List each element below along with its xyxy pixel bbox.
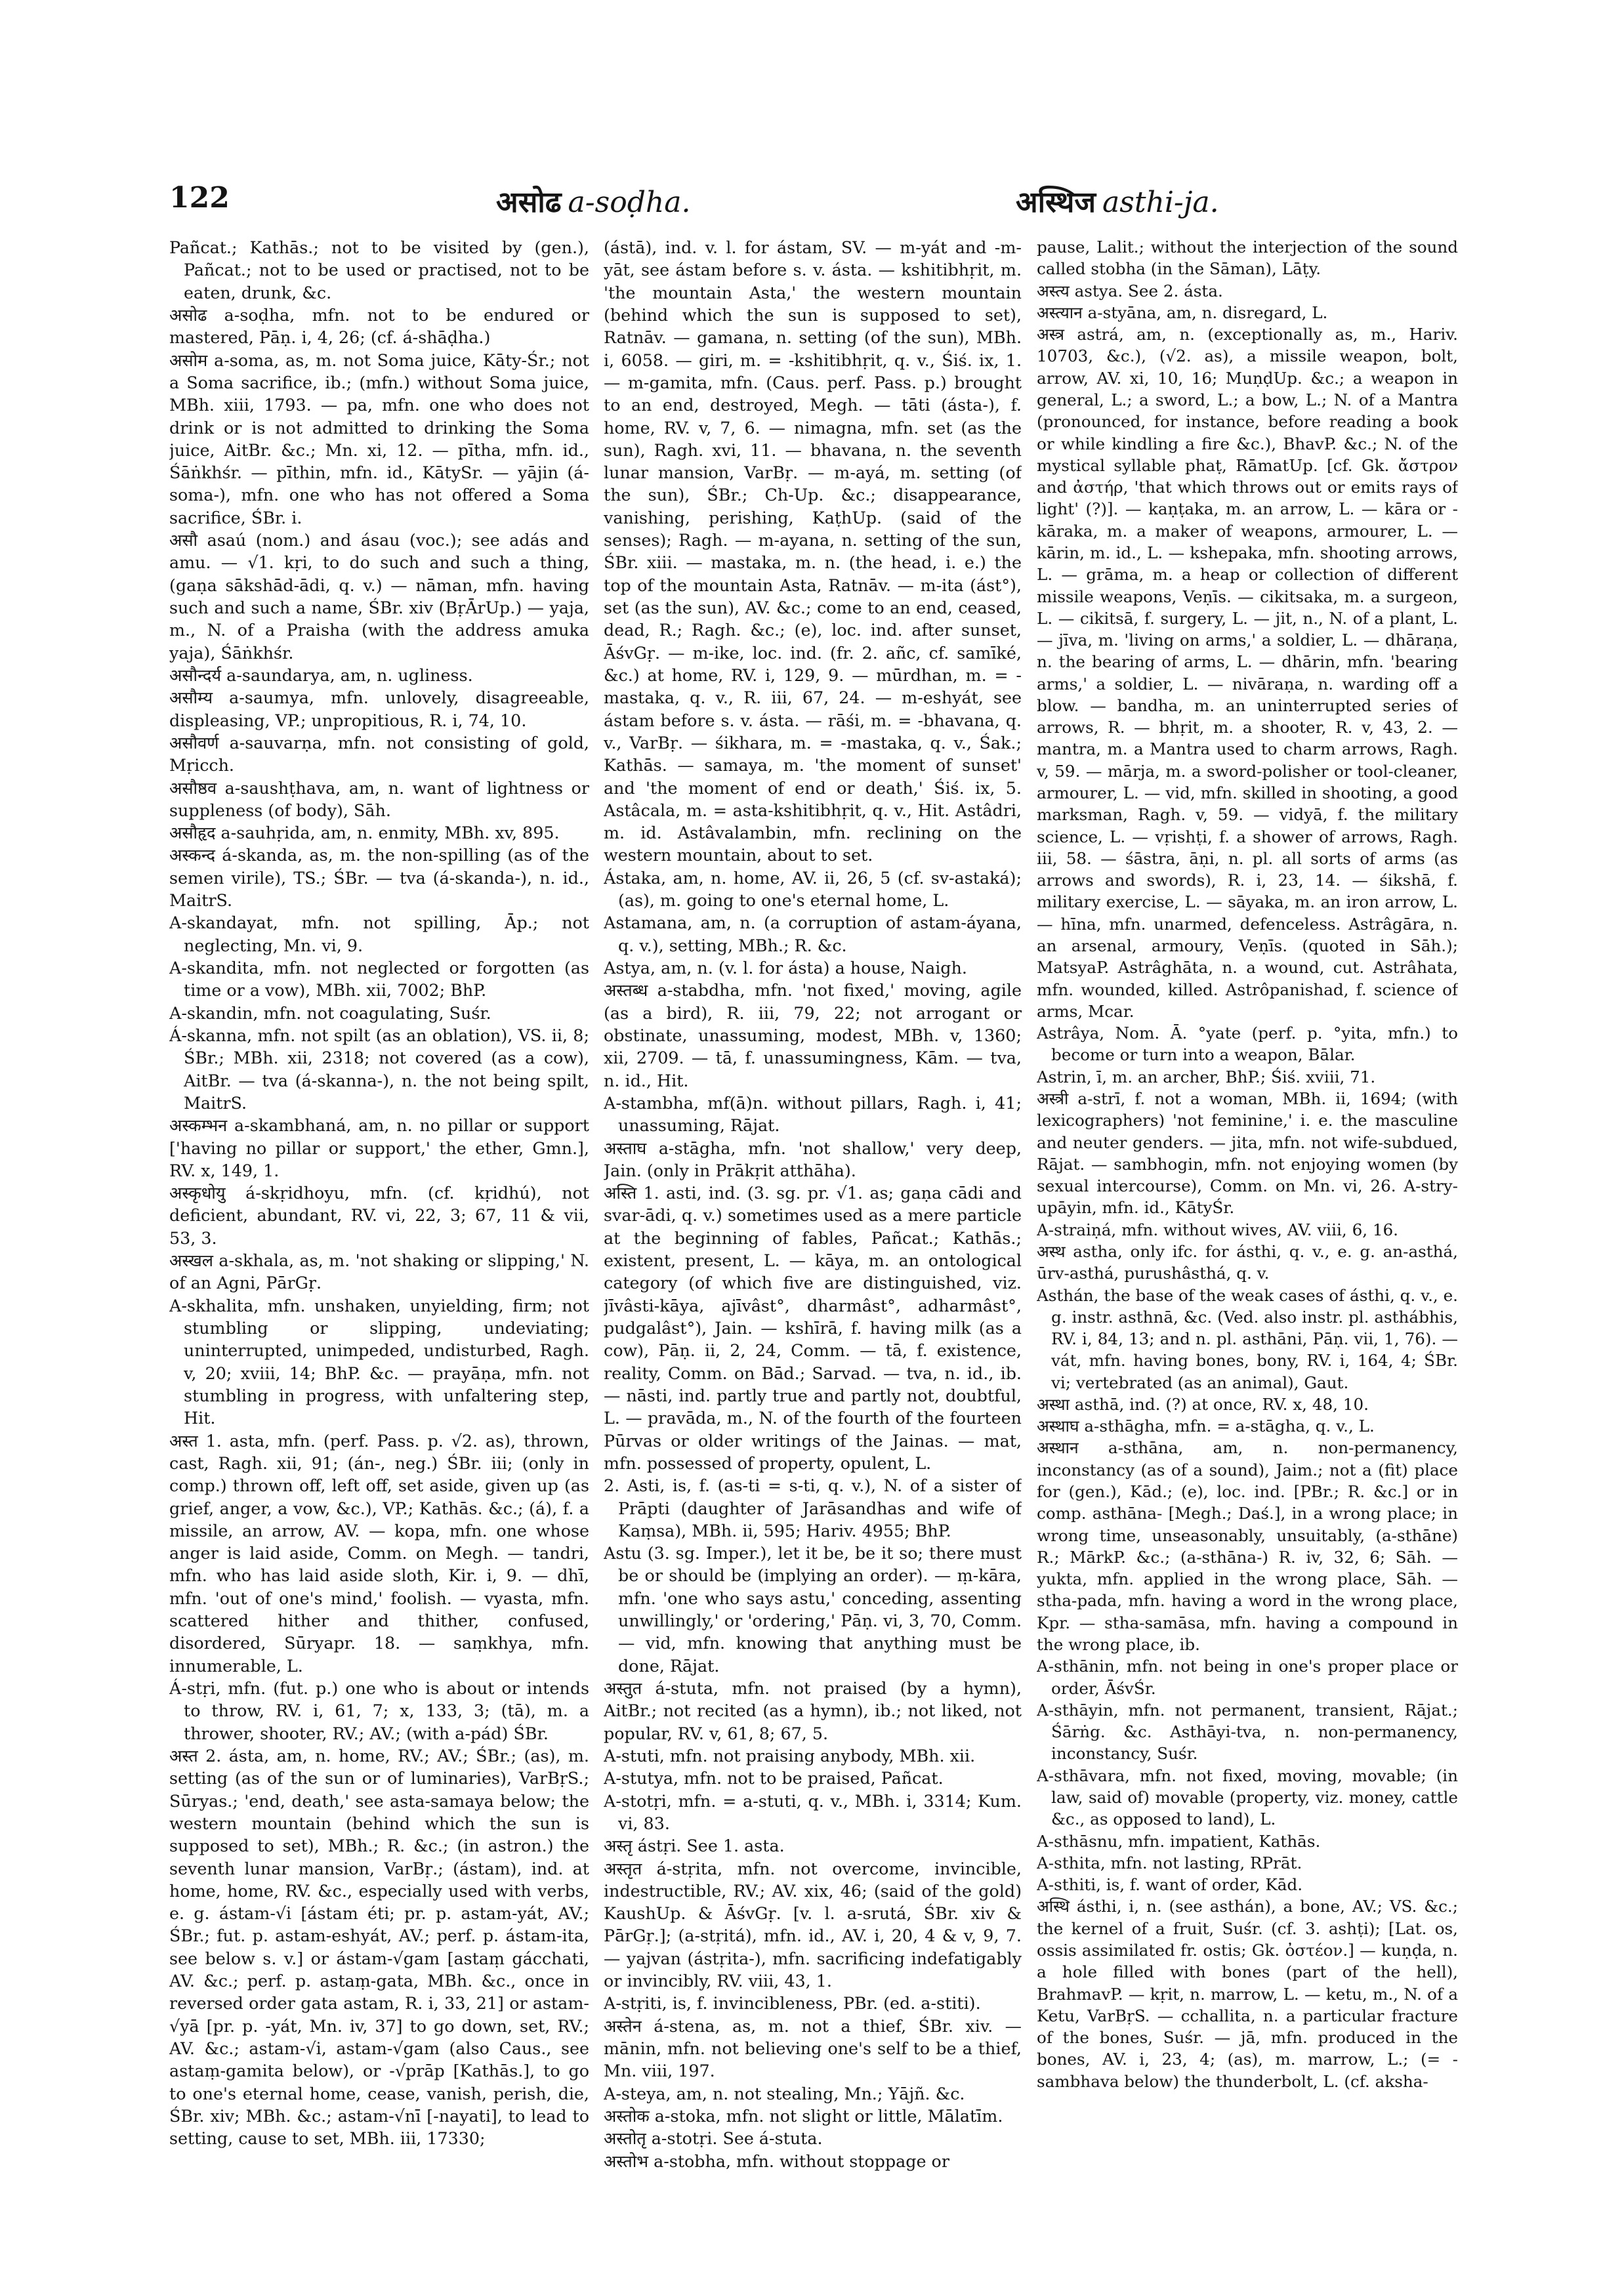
dictionary-entry: अस्तृत á-stṛita, mfn. not overcome, invincible, indestructible, RV.; AV. xix, 46; (said of the gold) KaushUp. & ĀśvGṛ. [v. l. a-srutá, ŚBr. xiv & PārGṛ.]; (a-stṛitá), mfn. id., AV. i, 20, 4 & v, 9, 7. — yajvan (ástṛita-), mfn. sacrificing indefatigably or invincibly, RV. viii, 43, 1.: [604, 1858, 1022, 1991]
dictionary-entry: A-stuti, mfn. not praising anybody, MBh. xii.: [604, 1745, 976, 1766]
dictionary-entry: A-skhalita, mfn. unshaken, unyielding, firm; not stumbling or slipping, undeviating; uninterrupted, unimpeded, undisturbed, Ragh. v, 20; xviii, 14; BhP. &c. — prayāṇa, mfn. not stumbling in progress, with unfaltering step, Hit.: [169, 1295, 589, 1428]
dictionary-entry: pause, Lalit.; without the interjection of the sound called stobha (in the Sāman), Lāṭy.: [1037, 238, 1458, 279]
dictionary-entry: अस्थि ásthi, i, n. (see asthán), a bone, AV.; VS. &c.; the kernel of a fruit, Suśr. (cf. 3. ashṭi); [Lat. os, ossis assimilated fr. ostis; Gk. ὀστέον.] — kuṇḍa, n. a hole filled with bones (part of the hell), BrahmavP. — kṛit, n. marrow, L. — ketu, m., N. of a Ketu, VarBṛS. — cchallita, n. a particular fracture of the bones, Suśr. — jā, mfn. produced in the bones, AV. i, 23, 4; (as), m. marrow, L.; (= -sambhava below) the thunderbolt, L. (cf. aksha-: [1037, 1897, 1458, 2091]
dictionary-entry: A-stotṛi, mfn. = a-stuti, q. v., MBh. i, 3314; Kum. vi, 83.: [604, 1790, 1022, 1833]
running-head-right-headword: asthi-ja.: [1102, 186, 1219, 219]
dictionary-entry: अस्कृधोयु á-skṛidhoyu, mfn. (cf. kṛidhú), not deficient, abundant, RV. vi, 22, 3; 67, 11 & vii, 53, 3.: [169, 1183, 589, 1248]
dictionary-entry: अस्त्यान a-styāna, am, n. disregard, L.: [1037, 302, 1328, 322]
running-head-left: [496, 181, 690, 220]
dictionary-entry: अस्तब्ध a-stabdha, mfn. 'not fixed,' moving, agile (as a bird), R. iii, 79, 22; not arrogant or obstinate, unassuming, modest, MBh. v, 1360; xii, 2709. — tā, f. unassumingness, Kām. — tva, n. id., Hit.: [604, 980, 1022, 1090]
dictionary-entry: अस्ताघ a-stāgha, mfn. 'not shallow,' very deep, Jain. (only in Prākṛit atthāha).: [604, 1138, 1022, 1180]
dictionary-entry: A-skandita, mfn. not neglected or forgotten (as time or a vow), MBh. xii, 7002; BhP.: [169, 958, 589, 1001]
dictionary-entry: अस्त्र astrá, am, n. (exceptionally as, m., Hariv. 10703, &c.), (√2. as), a missile weapon, bolt, arrow, AV. xi, 10, 16; MuṇḍUp. &c.; a weapon in general, L.; a sword, L.; a bow, L.; N. of a Mantra (pronounced, for instance, before reading a book or while kindling a fire &c.), BhavP. &c.; N. of the mystical syllable phaṭ, RāmatUp. [cf. Gk. ἄστρον and ἀστήρ, 'that which throws out or emits rays of light' (?)]. — kaṇṭaka, m. an arrow, L. — kāra or -kāraka, m. a maker of weapons, armourer, L. — kārin, m. id., L. — kshepaka, mfn. shooting arrows, L. — grāma, m. a heap or collection of different missile weapons, Veṇīs. — cikitsaka, m. a surgeon, L. — cikitsā, f. surgery, L. — jit, n., N. of a plant, L. — jīva, m. 'living on arms,' a soldier, L. — dhāraṇa, n. the bearing of arms, L. — dhārin, mfn. 'bearing arms,' a soldier, L. — nivāraṇa, n. warding off a blow. — bandha, m. an uninterrupted series of arrows, R. — bhṛit, m. a shooter, R. v, 43, 2. — mantra, m. a Mantra used to charm arrows, Ragh. v, 59. — mārja, m. a sword-polisher or tool-cleaner, armourer, L. — vid, mfn. skilled in shooting, a good marksman, Ragh. v, 59. — vidyā, f. the military science, L. — vṛishṭi, f. a shower of arrows, Ragh. iii, 58. — śāstra, āṇi, n. pl. all sorts of arms (as arrows and swords), R. i, 23, 14. — śikshā, f. military exercise, L. — sāyaka, m. an iron arrow, L. — hīna, mfn. unarmed, defenceless. Astrâgāra, n. an arsenal, armoury, Veṇīs. (quoted in Sāh.); MatsyaP. Astrâghāta, n. a wound, cut. Astrâhata, mfn. wounded, killed. Astrôpanishad, f. science of arms, Mcar.: [1037, 325, 1458, 1021]
dictionary-entry: Astamana, am, n. (a corruption of astam-áyana, q. v.), setting, MBh.; R. &c.: [604, 913, 1022, 955]
dictionary-entry: A-skandin, mfn. not coagulating, Suśr.: [169, 1003, 491, 1023]
dictionary-entry: A-stṛiti, is, f. invincibleness, PBr. (ed. a-stiti).: [604, 1993, 981, 2014]
page-number: 122: [169, 181, 230, 215]
running-head-right: [1016, 181, 1219, 220]
dictionary-entry: अस्खल a-skhala, as, m. 'not shaking or slipping,' N. of an Agni, PārGṛ.: [169, 1251, 589, 1293]
running-head-left-devanagari: असोढ: [496, 186, 562, 219]
running-head-right-devanagari: अस्थिज: [1016, 186, 1096, 219]
dictionary-entry: A-sthita, mfn. not lasting, RPrāt.: [1037, 1853, 1302, 1872]
dictionary-entry: अस्कम्भन a-skambhaná, am, n. no pillar or support ['having no pillar or support,' the ether, Gmn.], RV. x, 149, 1.: [169, 1115, 589, 1180]
dictionary-entry: असौष्ठव a-saushṭhava, am, n. want of lightness or suppleness (of body), Sāh.: [169, 777, 589, 820]
dictionary-entry: अस्कन्द á-skanda, as, m. the non-spilling (as of the semen virile), TS.; ŚBr. — tva (á-skanda-), n. id., MaitrS.: [169, 845, 589, 911]
dictionary-entry: अस्थाघ a-sthāgha, mfn. = a-stāgha, q. v., L.: [1037, 1416, 1375, 1436]
dictionary-entry: Ástaka, am, n. home, AV. ii, 26, 5 (cf. sv-astaká); (as), m. going to one's eternal home, L.: [604, 867, 1022, 911]
dictionary-entry: असौहृद a-sauhṛida, am, n. enmity, MBh. xv, 895.: [169, 823, 560, 843]
dictionary-entry: Asthán, the base of the weak cases of ásthi, q. v., e. g. instr. asthnā, &c. (Ved. also instr. pl. asthábhis, RV. i, 84, 13; and n. pl. asthāni, Pāṇ. vii, 1, 76). — vát, mfn. having bones, bony, RV. i, 164, 4; ŚBr. vi; vertebrated (as an animal), Gaut.: [1037, 1285, 1458, 1392]
dictionary-entry: A-steya, am, n. not stealing, Mn.; Yājñ. &c.: [604, 2083, 965, 2103]
dictionary-entry: Astu (3. sg. Imper.), let it be, be it so; there must be or should be (implying an order). — ṃ-kāra, mfn. 'one who says astu,' conceding, assenting unwillingly,' or 'ordering,' Pāṇ. vi, 3, 70, Comm. — vid, mfn. knowing that anything must be done, Rājat.: [604, 1543, 1022, 1676]
running-head-left-headword: a-soḍha.: [568, 186, 691, 219]
dictionary-entry: Astrâya, Nom. Ā. °yate (perf. p. °yita, mfn.) to become or turn into a weapon, Bālar.: [1037, 1023, 1458, 1065]
dictionary-entry: अस्थ astha, only ifc. for ásthi, q. v., e. g. an-asthá, ūrv-asthá, purushâsthá, q. v.: [1037, 1241, 1458, 1283]
dictionary-entry: असोढ a-soḍha, mfn. not to be endured or mastered, Pāṇ. i, 4, 26; (cf. á-shāḍha.): [169, 304, 589, 348]
dictionary-entry: अस्तोक a-stoka, mfn. not slight or little, Mālatīm.: [604, 2105, 1003, 2126]
dictionary-entry: A-sthiti, is, f. want of order, Kād.: [1037, 1875, 1303, 1895]
dictionary-entry: A-straiṇá, mfn. without wives, AV. viii, 6, 16.: [1037, 1220, 1399, 1239]
text-columns: [169, 236, 1459, 2191]
dictionary-entry: अस्तेन á-stena, as, m. not a thief, ŚBr. xiv. — mānin, mfn. not believing one's self to be a thief, Mn. viii, 197.: [604, 2016, 1022, 2081]
dictionary-entry: A-stutya, mfn. not to be praised, Pañcat.: [604, 1768, 944, 1788]
dictionary-entry: A-sthāsnu, mfn. impatient, Kathās.: [1037, 1831, 1321, 1851]
dictionary-entry: A-sthānin, mfn. not being in one's proper place or order, ĀśvŚr.: [1037, 1657, 1458, 1698]
dictionary-entry: असौम्य a-saumya, mfn. unlovely, disagreeable, displeasing, VP.; unpropitious, R. i, 74, 10.: [169, 688, 589, 730]
column-left: [169, 236, 589, 2191]
dictionary-entry: (ástā), ind. v. l. for ástam, SV. — m-yát and -m-yāt, see ástam before s. v. ásta. — kshitibhṛit, m. 'the mountain Asta,' the western mountain (behind which the sun is supposed to set), Ratnāv. — gamana, n. setting (of the sun), MBh. i, 6058. — giri, m. = -kshitibhṛit, q. v., Śiś. ix, 1. — m-gamita, mfn. (Caus. perf. Pass. p.) brought to an end, destroyed, Megh. — tāti (ásta-), f. home, RV. v, 7, 6. — nimagna, mfn. set (as the sun), Ragh. xvi, 11. — bhavana, n. the seventh lunar mansion, VarBṛ. — m-ayá, m. setting (of the sun), ŚBr.; Ch-Up. &c.; disappearance, vanishing, perishing, KaṭhUp. (said of the senses); Ragh. — m-ayana, n. setting of the sun, ŚBr. xiii. — mastaka, m. n. (the head, i. e.) the top of the mountain Asta, Ratnāv. — m-ita (ást°), set (as the sun), AV. &c.; come to an end, ceased, dead, R.; Ragh. &c.; (e), loc. ind. after sunset, ĀśvGṛ. — m-ike, loc. ind. (fr. 2. añc, cf. samīké, &c.) at home, RV. i, 129, 9. — mūrdhan, m. = -mastaka, q. v., R. iii, 67, 24. — m-eshyát, see ástam before s. v. ásta. — rāśi, m. = -bhavana, q. v., VarBṛ. — śikhara, m. = -mastaka, q. v., Śak.; Kathās. — samaya, m. 'the moment of sunset' and 'the moment of end or death,' Śiś. ix, 5. Astâcala, m. = asta-kshitibhṛit, q. v., Hit. Astâdri, m. id. Astâvalambin, mfn. reclining on the western mountain, about to set.: [604, 238, 1022, 865]
dictionary-entry: A-skandayat, mfn. not spilling, Āp.; not neglecting, Mn. vi, 9.: [169, 913, 589, 955]
dictionary-entry: अस्तुत á-stuta, mfn. not praised (by a hymn), AitBr.; not recited (as a hymn), ib.; not liked, not popular, RV. v, 61, 8; 67, 5.: [604, 1678, 1022, 1743]
dictionary-entry: अस्तोभ a-stobha, mfn. without stoppage or: [604, 2151, 949, 2171]
dictionary-entry: अस्था asthā, ind. (?) at once, RV. x, 48, 10.: [1037, 1394, 1369, 1414]
column-middle: [604, 236, 1022, 2191]
dictionary-entry: Á-skanna, mfn. not spilt (as an oblation), VS. ii, 8; ŚBr.; MBh. xii, 2318; not covered (as a cow), AitBr. — tva (á-skanna-), n. the not being spilt, MaitrS.: [169, 1025, 589, 1113]
dictionary-entry: Astya, am, n. (v. l. for ásta) a house, Naigh.: [604, 958, 967, 978]
dictionary-entry: अस्तृ ástṛi. See 1. asta.: [604, 1836, 785, 1856]
dictionary-entry: A-stambha, mf(ā)n. without pillars, Ragh. i, 41; unassuming, Rājat.: [604, 1092, 1022, 1136]
dictionary-entry: Astrin, ī, m. an archer, BhP.; Śiś. xviii, 71.: [1037, 1067, 1376, 1086]
dictionary-entry: Á-stṛi, mfn. (fut. p.) one who is about or intends to throw, RV. i, 61, 7; x, 133, 3; (tā), m. a thrower, shooter, RV.; AV.; (with a-pád) ŚBr.: [169, 1678, 589, 1743]
dictionary-entry: असौ asaú (nom.) and ásau (voc.); see adás and amu. — √1. kṛi, to do such and such a thing, (gaṇa sākshād-ādi, q. v.) — nāman, mfn. having such and such a name, ŚBr. xiv (BṛĀrUp.) — yaja, m., N. of a Praisha (with the address amuka yaja), Śāṅkhśr.: [169, 530, 589, 663]
dictionary-entry: अस्त्य astya. See 2. ásta.: [1037, 281, 1223, 300]
dictionary-entry: A-sthāvara, mfn. not fixed, moving, movable; (in law, said of) movable (property, viz. money, cattle &c., as opposed to land), L.: [1037, 1766, 1458, 1829]
dictionary-entry: Pañcat.; Kathās.; not to be visited by (gen.), Pañcat.; not to be used or practised, not to be eaten, drunk, &c.: [169, 238, 589, 302]
dictionary-entry: अस्थान a-sthāna, am, n. non-permanency, inconstancy (as of a sound), Jaim.; not a (fit) place for (gen.), Kād.; (e), loc. ind. [PBr.; R. &c.] or in comp. asthāna- [Megh.; Daś.], in a wrong place; in wrong time, unseasonably, unsuitably, (a-sthāne) R.; MārkP. &c.; (a-sthāna-) R. iv, 32, 6; Sāh. — yukta, mfn. applied in the wrong place, Sāh. — stha-pada, mfn. having a word in the wrong place, Kpr. — stha-samāsa, mfn. having a compound in the wrong place, ib.: [1037, 1438, 1458, 1654]
dictionary-entry: असौन्दर्य a-saundarya, am, n. ugliness.: [169, 665, 473, 685]
dictionary-entry: अस्त्री a-strī, f. not a woman, MBh. ii, 1694; (with lexicographers) 'not feminine,' i. e. the masculine and neuter genders. — jita, mfn. not wife-subdued, Rājat. — sambhogin, mfn. not enjoying women (by sexual intercourse), Comm. on Mn. vi, 26. A-stry-upāyin, mfn. id., KātyŚr.: [1037, 1088, 1458, 1218]
dictionary-entry: असोम a-soma, as, m. not Soma juice, Kāty-Śr.; not a Soma sacrifice, ib.; (mfn.) without Soma juice, MBh. xiii, 1793. — pa, mfn. one who does not drink or is not admitted to drinking the Soma juice, AitBr. &c.; Mn. xi, 12. — pītha, mfn. id., Śāṅkhśr. — pīthin, mfn. id., KātySr. — yājin (á-soma-), mfn. one who has not offered a Soma sacrifice, ŚBr. i.: [169, 350, 589, 527]
column-right: [1037, 236, 1458, 2191]
dictionary-entry: अस्ति 1. asti, ind. (3. sg. pr. √1. as; gaṇa cādi and svar-ādi, q. v.) sometimes used as a mere particle at the beginning of fables, Pañcat.; Kathās.; existent, present, L. — kāya, m. an ontological category (of which five are distinguished, viz. jīvâsti-kāya, ajīvâst°, dharmâst°, adharmâst°, pudgalâst°), Jain. — kshīrā, f. having milk (as a cow), Pāṇ. ii, 2, 24, Comm. — tā, f. existence, reality, Comm. on Bād.; Sarvad. — tva, n. id., ib. — nāsti, ind. partly true and partly not, doubtful, L. — pravāda, m., N. of the fourth of the fourteen Pūrvas or older writings of the Jainas. — mat, mfn. possessed of property, opulent, L.: [604, 1183, 1022, 1473]
dictionary-entry: अस्त 2. ásta, am, n. home, RV.; AV.; ŚBr.; (as), m. setting (as of the sun or of luminaries), VarBṛS.; Sūryas.; 'end, death,' see asta-samaya below; the western mountain (behind which the sun is supposed to set), MBh.; R. &c.; (in astron.) the seventh lunar mansion, VarBṛ.; (ástam), ind. at home, home, RV. &c., especially used with verbs, e. g. ástam-√i [ástam éti; pr. p. astam-yát, AV.; ŚBr.; fut. p. astam-eshyát, AV.; perf. p. ástam-ita, see below s. v.] or ástam-√gam [astaṃ gácchati, AV. &c.; perf. p. astaṃ-gata, MBh. &c., once in reversed order gata astam, R. i, 33, 21] or astam-√yā [pr. p. -yát, Mn. iv, 37] to go down, set, RV.; AV. &c.; astam-√i, astam-√gam (also Caus., see astaṃ-gamita below), or -√prāp [Kathās.], to go to one's eternal home, cease, vanish, perish, die, ŚBr. xiv; MBh. &c.; astam-√nī [-nayati], to lead to setting, cause to set, MBh. iii, 17330;: [169, 1745, 589, 2149]
dictionary-entry: अस्तोतृ a-stotṛi. See á-stuta.: [604, 2128, 823, 2149]
dictionary-entry: असौवर्ण a-sauvarṇa, mfn. not consisting of gold, Mṛicch.: [169, 732, 589, 775]
dictionary-entry: 2. Asti, is, f. (as-ti = s-ti, q. v.), N. of a sister of Prāpti (daughter of Jarāsandhas and wife of Kaṃsa), MBh. ii, 595; Hariv. 4955; BhP.: [604, 1476, 1022, 1540]
dictionary-entry: A-sthāyin, mfn. not permanent, transient, Rājat.; Śārṅg. &c. Asthāyi-tva, n. non-permanency, inconstancy, Suśr.: [1037, 1700, 1458, 1764]
dictionary-entry: अस्त 1. asta, mfn. (perf. Pass. p. √2. as), thrown, cast, Ragh. xii, 91; (án-, neg.) ŚBr. iii; (only in comp.) thrown off, left off, set aside, given up (as grief, anger, a vow, &c.), VP.; Kathās. &c.; (á), f. a missile, an arrow, AV. — kopa, mfn. one whose anger is laid aside, Comm. on Megh. — tandri, mfn. who has laid aside sloth, Kir. i, 9. — dhī, mfn. 'out of one's mind,' foolish. — vyasta, mfn. scattered hither and thither, confused, disordered, Sūryapr. 18. — saṃkhya, mfn. innumerable, L.: [169, 1430, 589, 1676]
page-header: [169, 176, 1455, 232]
